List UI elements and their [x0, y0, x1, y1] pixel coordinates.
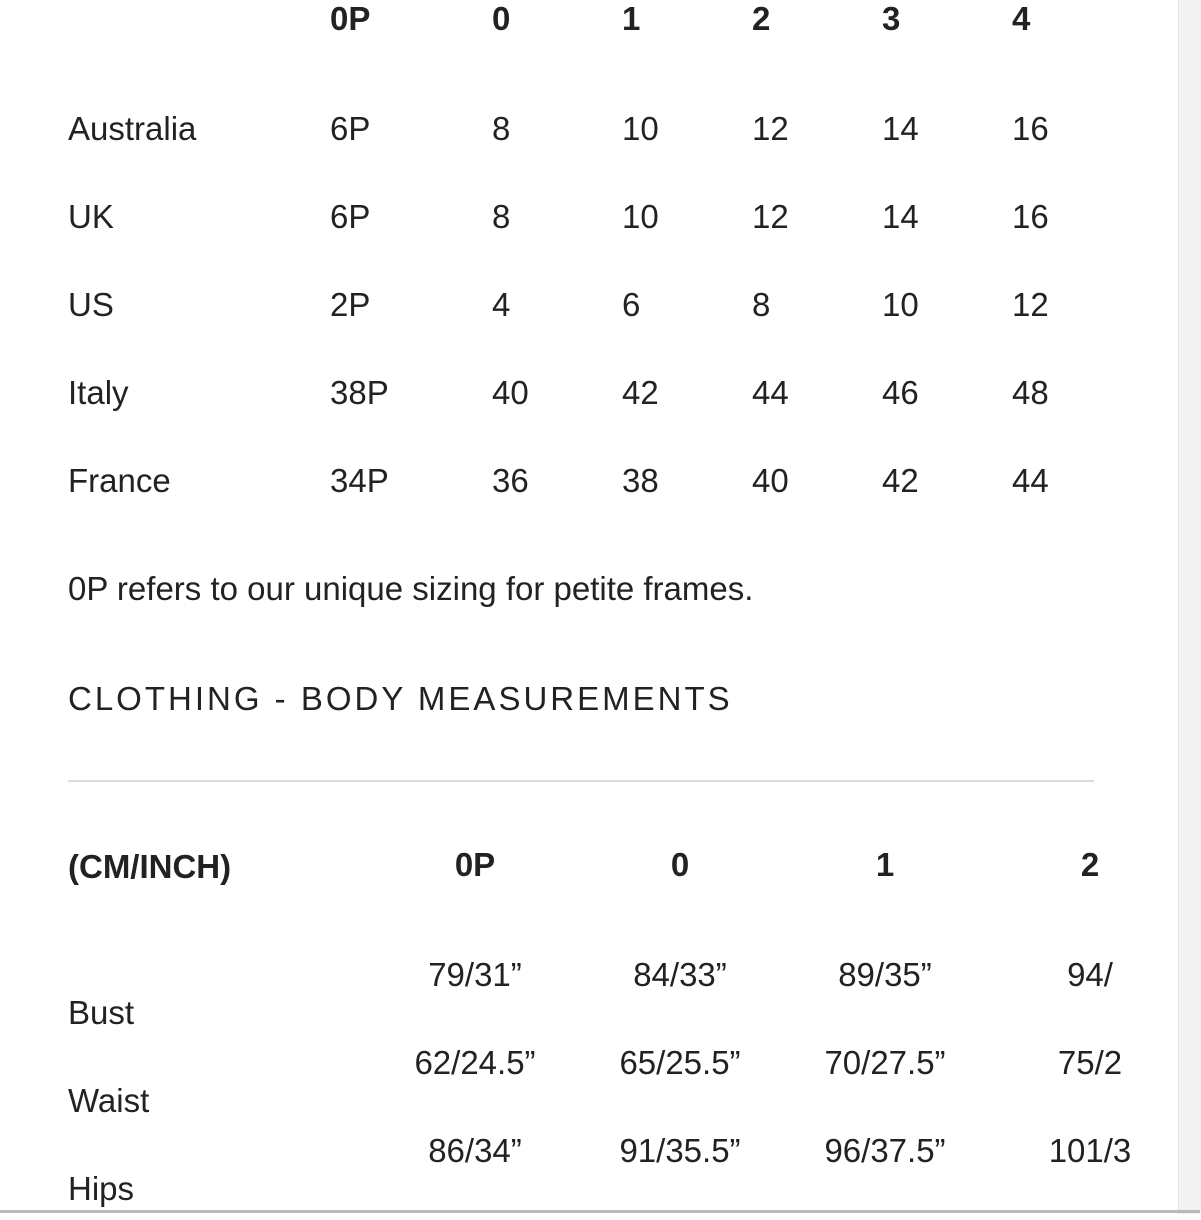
table-cell: 16 — [1012, 110, 1049, 147]
row-label-us: US — [68, 286, 114, 323]
table-cell: 6P — [330, 198, 371, 235]
table-cell: 75/2 — [1057, 1044, 1123, 1081]
section-title: CLOTHING - BODY MEASUREMENTS — [68, 680, 733, 717]
col-header-0: 0 — [670, 846, 690, 883]
table-cell: 44 — [1012, 462, 1049, 499]
col-header-0p: 0P — [454, 846, 496, 883]
table-cell: 10 — [622, 110, 659, 147]
table-cell: 2P — [330, 286, 371, 323]
table-cell: 10 — [882, 286, 919, 323]
table-cell: 79/31” — [428, 956, 522, 993]
table-cell: 101/3 — [1048, 1132, 1132, 1169]
table-cell: 48 — [1012, 374, 1049, 411]
table-cell: 40 — [492, 374, 529, 411]
table-cell: 42 — [622, 374, 659, 411]
table-cell: 44 — [752, 374, 789, 411]
table-cell: 6P — [330, 110, 371, 147]
bottom-border — [0, 1210, 1200, 1213]
table-cell: 8 — [752, 286, 771, 323]
table-cell: 70/27.5” — [824, 1044, 946, 1081]
petite-sizing-note: 0P refers to our unique sizing for petite frames. — [68, 570, 754, 607]
table-cell: 14 — [882, 198, 919, 235]
col-header-0p: 0P — [330, 0, 371, 37]
col-header-1: 1 — [875, 846, 895, 883]
row-label-bust: Bust — [68, 994, 135, 1031]
table-cell: 91/35.5” — [619, 1132, 741, 1169]
table-cell: 34P — [330, 462, 389, 499]
table-cell: 16 — [1012, 198, 1049, 235]
unit-label: (CM/INCH) — [68, 848, 232, 885]
col-header-4: 4 — [1012, 0, 1031, 37]
table-cell: 8 — [492, 198, 511, 235]
table-cell: 94/ — [1067, 956, 1113, 993]
row-label-italy: Italy — [68, 374, 129, 411]
col-header-1: 1 — [622, 0, 641, 37]
row-label-waist: Waist — [68, 1082, 150, 1119]
body-measurements-table — [0, 830, 1132, 1210]
table-cell: 86/34” — [428, 1132, 522, 1169]
table-cell: 12 — [752, 198, 789, 235]
table-cell: 46 — [882, 374, 919, 411]
section-divider — [68, 780, 1094, 782]
table-cell: 62/24.5” — [414, 1044, 536, 1081]
table-cell: 36 — [492, 462, 529, 499]
col-header-3: 3 — [882, 0, 901, 37]
table-cell: 96/37.5” — [824, 1132, 946, 1169]
row-label-france: France — [68, 462, 171, 499]
table-cell: 4 — [492, 286, 511, 323]
table-cell: 84/33” — [633, 956, 727, 993]
table-cell: 8 — [492, 110, 511, 147]
col-header-2: 2 — [1080, 846, 1100, 883]
table-cell: 40 — [752, 462, 789, 499]
table-cell: 12 — [752, 110, 789, 147]
row-label-australia: Australia — [68, 110, 197, 147]
table-cell: 6 — [622, 286, 641, 323]
table-cell: 10 — [622, 198, 659, 235]
table-cell: 12 — [1012, 286, 1049, 323]
page-edge-shade — [1178, 0, 1201, 1214]
table-cell: 42 — [882, 462, 919, 499]
row-label-uk: UK — [68, 198, 114, 235]
row-label-hips: Hips — [68, 1170, 135, 1207]
table-cell: 89/35” — [838, 956, 932, 993]
table-cell: 38 — [622, 462, 659, 499]
table-cell: 38P — [330, 374, 389, 411]
table-cell: 14 — [882, 110, 919, 147]
table-cell: 65/25.5” — [619, 1044, 741, 1081]
col-header-2: 2 — [752, 0, 771, 37]
col-header-0: 0 — [492, 0, 511, 37]
